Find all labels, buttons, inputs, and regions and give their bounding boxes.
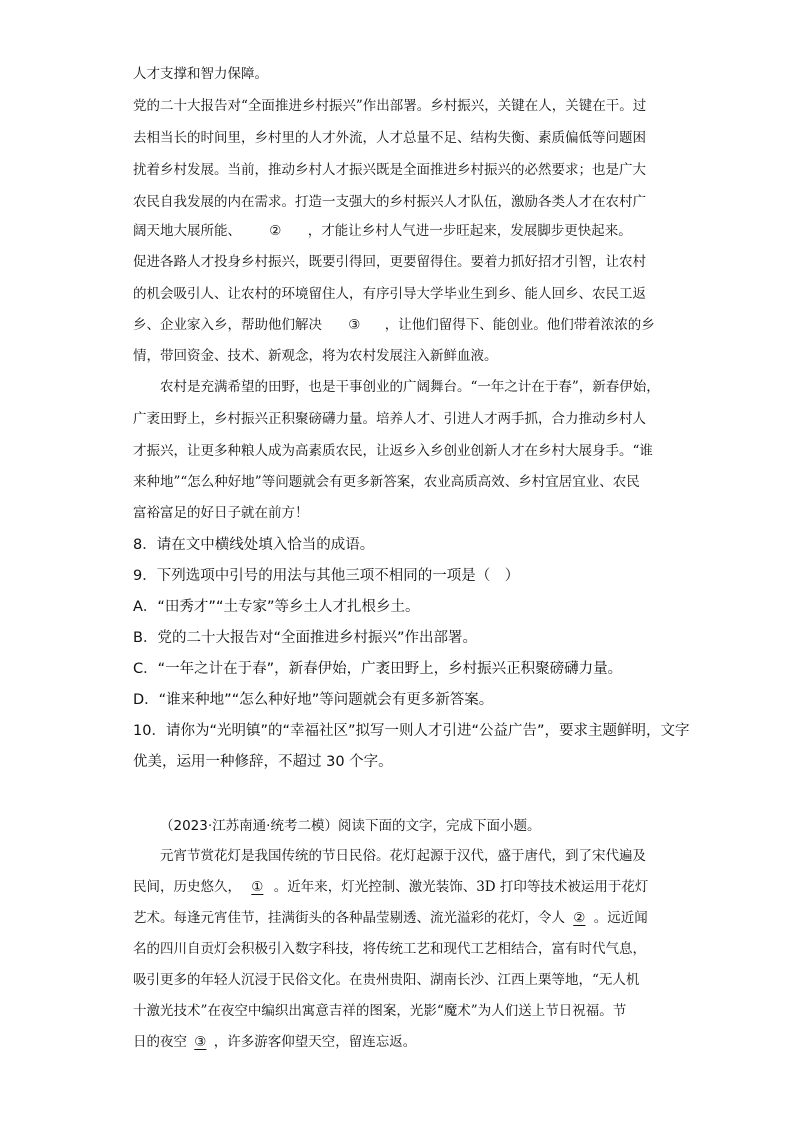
passage-line — [133, 904, 648, 933]
blank-marker-3: ③ — [194, 1034, 207, 1050]
option-d: D．“谁来种地”“怎么种好地”等问题就会有更多新答案。 — [133, 692, 494, 708]
text-segment: ，才能让乡村人气进一步旺起来，发展脚步更快起来。 — [307, 223, 632, 239]
passage-line: 情，带回资金、技术、新观念，将为农村发展注入新鲜血液。 — [133, 348, 498, 364]
blank-marker-1: ① — [251, 879, 264, 895]
passage-line — [133, 311, 655, 340]
passage-line: 农民自我发展的内在需求。打造一支强大的乡村振兴人才队伍，激励各类人才在农村广 — [133, 194, 646, 210]
text-segment: ，让他们留得下、能创业。他们带着浓浓的乡 — [384, 317, 655, 333]
question-10: 10．请你为“光明镇”的“幸福社区”拟写一则人才引进“公益广告”，要求主题鲜明，文字 — [133, 723, 690, 739]
passage-line: 去相当长的时间里，乡村里的人才外流，人才总量不足、结构失衡、素质偏低等问题困 — [133, 130, 646, 146]
option-a: A．“田秀才”“土专家”等乡土人才扎根乡土。 — [133, 599, 420, 615]
passage-line: 才振兴，让更多种粮人成为高素质农民，让返乡入乡创业创新人才在乡村大展身手。“谁 — [133, 443, 653, 459]
passage-line: 的机会吸引人、让农村的环境留住人，有序引导大学毕业生到乡、能人回乡、农民工返 — [133, 286, 646, 302]
passage-line: 扰着乡村发展。当前，推动乡村人才振兴既是全面推进乡村振兴的必然要求；也是广大 — [133, 162, 646, 178]
text-segment: 日的夜空 — [133, 1034, 187, 1050]
passage-line: 广袤田野上，乡村振兴正积聚磅礴力量。培养人才、引进人才两手抓，合力推动乡村人 — [133, 411, 646, 427]
passage-line: 来种地”“怎么种好地”等问题就会有更多新答案，农业高质高效、乡村宜居宜业、农民 — [133, 474, 640, 490]
passage-line — [133, 873, 648, 902]
option-b: B．党的二十大报告对“全面推进乡村振兴”作出部署。 — [133, 630, 477, 646]
passage-line: 党的二十大报告对“全面推进乡村振兴”作出部署。乡村振兴，关键在人，关键在干。过 — [133, 98, 647, 114]
blank-marker-2: ② — [573, 910, 586, 926]
text-segment: 民间，历史悠久， — [133, 879, 241, 895]
text-segment: 艺术。每逢元宵佳节，挂满街头的各种晶莹剔透、流光溢彩的花灯，令人 — [133, 910, 565, 926]
passage-line: 吸引更多的年轻人沉浸于民俗文化。在贵州贵阳、湖南长沙、江西上栗等地，“无人机 — [133, 972, 640, 988]
text-segment: 阔天地大展所能、 — [133, 223, 241, 239]
blank-marker-2: ② — [269, 223, 282, 239]
passage-line: 十激光技术”在夜空中编织出寓意吉祥的图案，光影“魔术”为人们送上节日祝福。节 — [133, 1003, 627, 1019]
passage-line: 农村是充满希望的田野，也是干事创业的广阔舞台。“一年之计在于春”，新春伊始， — [160, 379, 660, 395]
option-c: C．“一年之计在于春”，新春伊始，广袤田野上，乡村振兴正积聚磅礴力量。 — [133, 661, 623, 677]
passage-line: 促进各路人才投身乡村振兴，既要引得回，更要留得住。要着力抓好招才引智，让农村 — [133, 254, 646, 270]
text-segment: 。远近闻 — [593, 910, 648, 926]
question-9: 9．下列选项中引号的用法与其他三项不相同的一项是（ ） — [133, 568, 520, 584]
passage-line — [133, 217, 632, 246]
question-8: 8．请在文中横线处填入恰当的成语。 — [133, 537, 375, 553]
passage-line — [133, 1028, 416, 1057]
passage-line: 元宵节赏花灯是我国传统的节日民俗。花灯起源于汉代，盛于唐代，到了宋代遍及 — [160, 848, 646, 864]
section-intro: （2023·江苏南通·统考二模）阅读下面的文字，完成下面小题。 — [160, 818, 541, 834]
text-segment: ，许多游客仰望天空，留连忘返。 — [213, 1034, 417, 1050]
question-10-cont: 优美，运用一种修辞，不超过 30 个字。 — [133, 754, 393, 770]
blank-marker-3: ③ — [348, 317, 361, 333]
text-segment: 。近年来，灯光控制、激光装饰、3D 打印等技术被运用于花灯 — [273, 879, 649, 895]
passage-line: 人才支撑和智力保障。 — [133, 66, 268, 82]
passage-line: 富裕富足的好日子就在前方！ — [133, 505, 309, 521]
text-segment: 乡、企业家入乡，帮助他们解决 — [133, 317, 322, 333]
passage-line: 名的四川自贡灯会积极引入数字科技，将传统工艺和现代工艺相结合，富有时代气息， — [133, 941, 646, 957]
